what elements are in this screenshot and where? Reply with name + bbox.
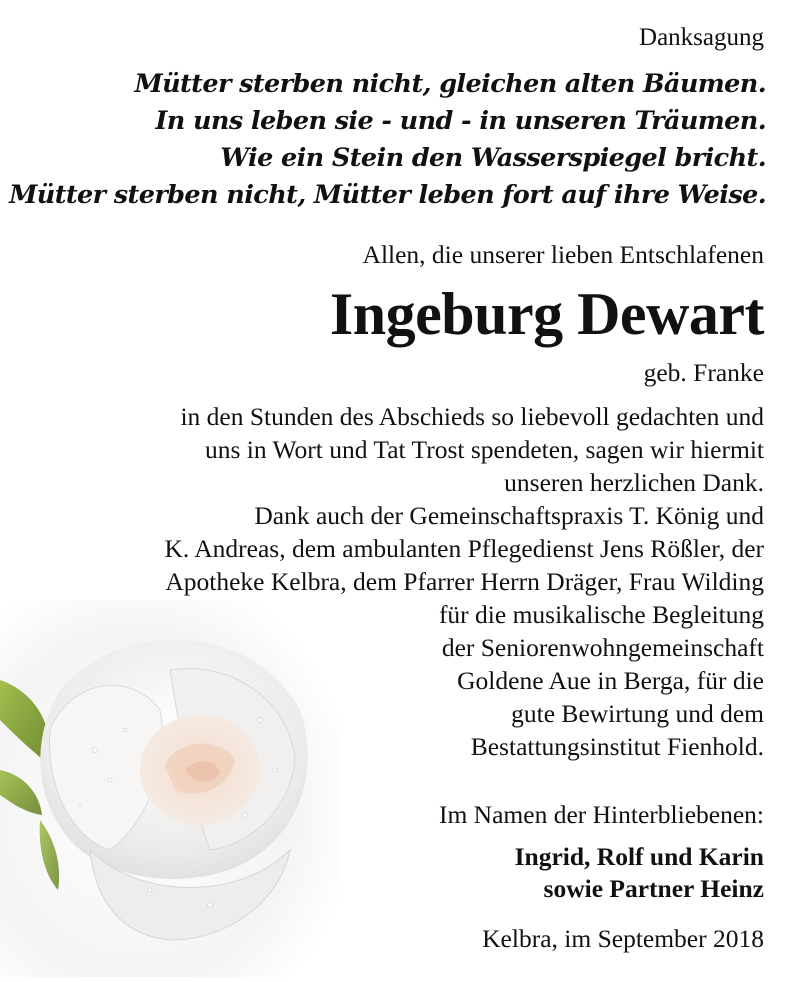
body-line: Dank auch der Gemeinschaftspraxis T. König und xyxy=(254,501,764,530)
signatory: sowie Partner Heinz xyxy=(543,874,764,903)
white-rose-icon xyxy=(0,600,340,977)
poem-line: Mütter sterben nicht, Mütter leben fort auf ihre Weise. xyxy=(9,180,766,210)
signature-intro: Im Namen der Hinterbliebenen: xyxy=(438,800,764,829)
body-line: gute Bewirtung und dem xyxy=(511,699,764,728)
deceased-name: Ingeburg Dewart xyxy=(329,281,764,347)
birth-name: geb. Franke xyxy=(643,358,764,387)
body-line: K. Andreas, dem ambulanten Pflegedienst Jens Rößler, der xyxy=(164,534,764,563)
body-line: in den Stunden des Abschieds so liebevoll gedachten und xyxy=(180,402,764,431)
heading: Danksagung xyxy=(639,24,764,51)
poem-line: Mütter sterben nicht, gleichen alten Bäumen. xyxy=(134,69,766,99)
body-line: für die musikalische Begleitung xyxy=(438,600,764,629)
signatory: Ingrid, Rolf und Karin xyxy=(514,842,764,871)
body-line: Apotheke Kelbra, dem Pfarrer Herrn Dräger, Frau Wilding xyxy=(165,567,764,596)
white-rose-image xyxy=(0,600,340,977)
poem-line: Wie ein Stein den Wasserspiegel bricht. xyxy=(220,143,766,173)
body-line: Goldene Aue in Berga, für die xyxy=(457,666,764,695)
body-line: der Seniorenwohngemeinschaft xyxy=(441,633,764,662)
body-line: uns in Wort und Tat Trost spendeten, sagen wir hiermit xyxy=(204,435,764,464)
body-line: unseren herzlichen Dank. xyxy=(504,468,764,497)
intro-text: Allen, die unserer lieben Entschlafenen xyxy=(362,240,764,269)
place-date: Kelbra, im September 2018 xyxy=(482,924,764,953)
body-line: Bestattungsinstitut Fienhold. xyxy=(470,732,764,761)
poem-line: In uns leben sie - und - in unseren Träumen. xyxy=(155,106,766,136)
